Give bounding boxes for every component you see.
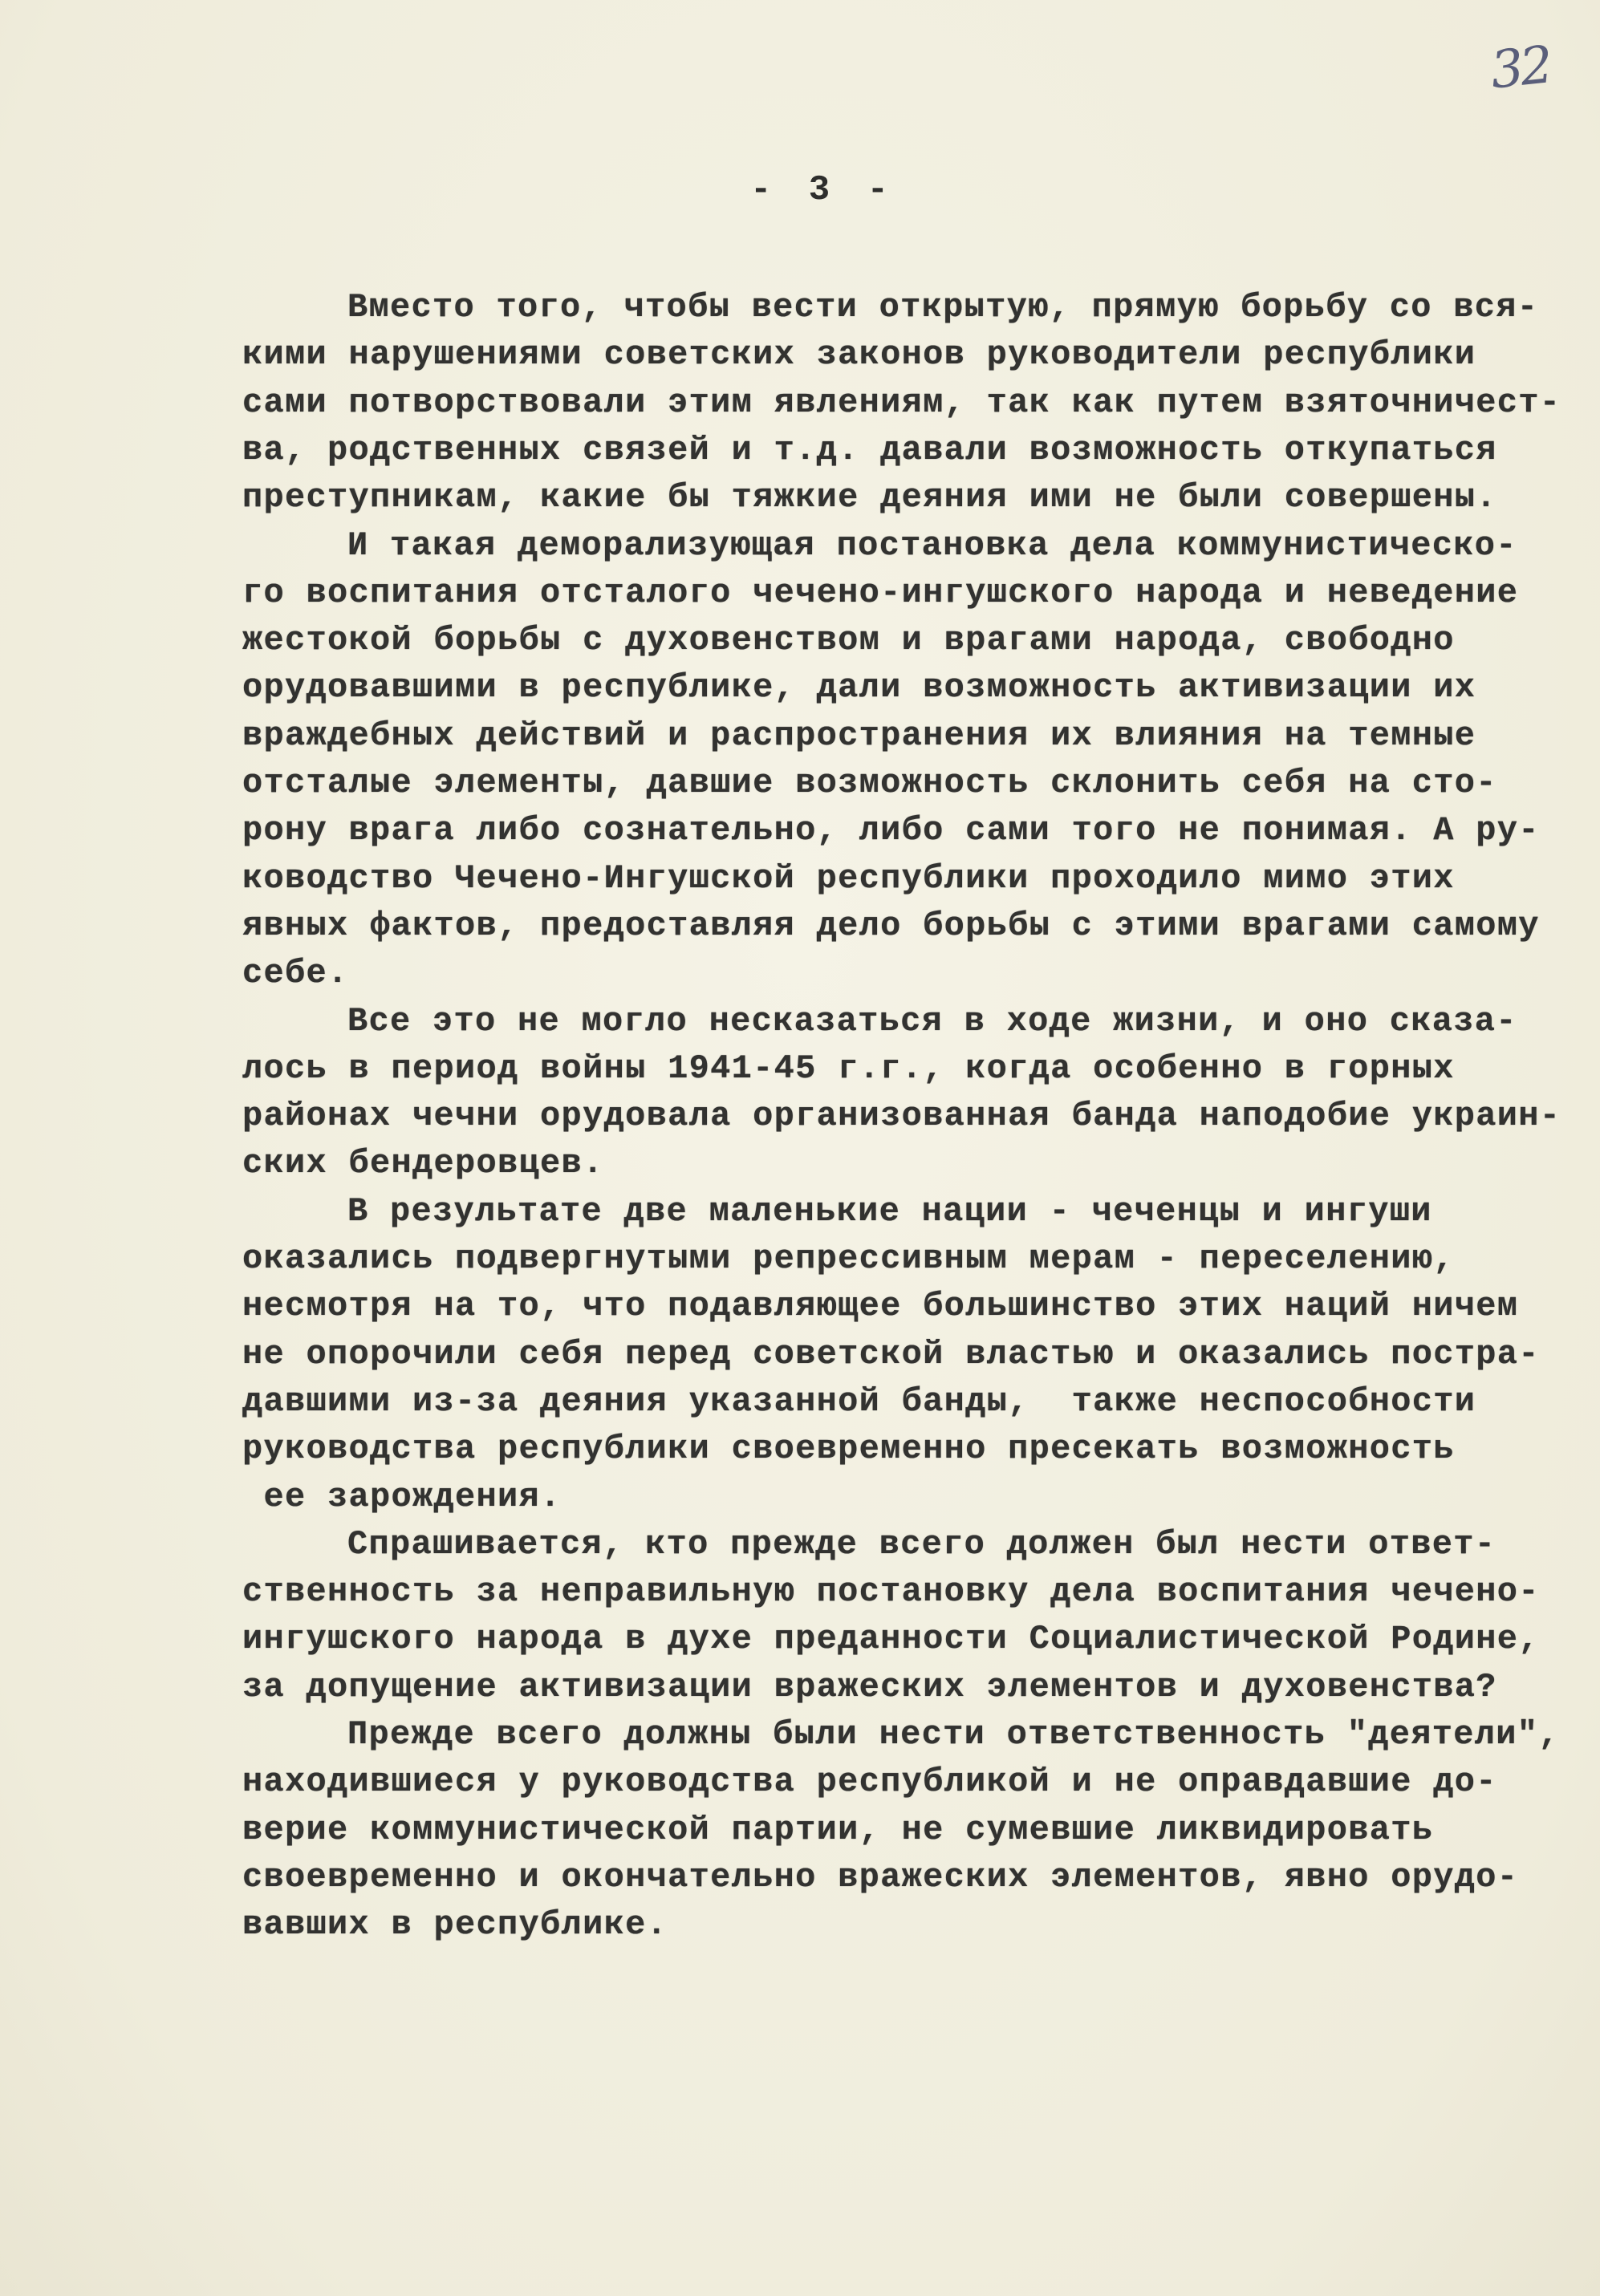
text-line: ее зарождения.: [242, 1477, 562, 1516]
text-line: жестокой борьбы с духовенством и врагами народа, свободно: [242, 621, 1455, 660]
text-line: И такая деморализующая постановка дела коммунистическо-: [347, 525, 1517, 565]
text-line: руководства республики своевременно пресекать возможность: [242, 1430, 1455, 1469]
text-line: за допущение активизации вражеских элементов и духовенства?: [242, 1667, 1497, 1706]
handwritten-folio-number: 32: [1488, 35, 1553, 101]
text-line: враждебных действий и распространения их влияния на темные: [242, 716, 1476, 755]
text-line: рону врага либо сознательно, либо сами того не понимая. А ру-: [242, 811, 1540, 850]
page-number: - 3 -: [750, 170, 897, 210]
text-line: несмотря на то, что подавляющее большинство этих наций ничем: [242, 1287, 1519, 1326]
text-line: районах чечни орудовала организованная банда наподобие украин-: [242, 1097, 1561, 1136]
text-line: явных фактов, предоставляя дело борьбы с этими врагами самому: [242, 906, 1540, 945]
text-line: Все это не могло несказаться в ходе жизни, и оно сказа-: [347, 1001, 1517, 1041]
text-line: ководство Чечено-Ингушской республики проходило мимо этих: [242, 858, 1455, 898]
text-line: Спрашивается, кто прежде всего должен был нести ответ-: [347, 1524, 1496, 1564]
text-line: лось в период войны 1941-45 г.г., когда особенно в горных: [242, 1049, 1455, 1088]
text-line: ингушского народа в духе преданности Социалистической Родине,: [242, 1620, 1540, 1659]
text-line: не опорочили себя перед советской властью и оказались постра-: [242, 1334, 1540, 1373]
text-line: верие коммунистической партии, не сумевшие ликвидировать: [242, 1810, 1434, 1849]
text-line: ва, родственных связей и т.д. давали возможность откупаться: [242, 430, 1497, 469]
text-line: отсталые элементы, давшие возможность склонить себя на сто-: [242, 764, 1497, 802]
text-line: орудовавшими в республике, дали возможность активизации их: [242, 668, 1476, 708]
text-line: находившиеся у руководства республикой и не оправдавшие до-: [242, 1763, 1497, 1802]
text-line: Прежде всего должны были нести ответственность "деятели",: [347, 1715, 1560, 1754]
text-line: кими нарушениями советских законов руководители республики: [242, 335, 1476, 375]
text-line: преступникам, какие бы тяжкие деяния ими не были совершены.: [242, 478, 1497, 517]
text-line: сами потворствовали этим явлениям, так как путем взяточничест-: [242, 383, 1561, 422]
text-line: го воспитания отсталого чечено-ингушского народа и неведение: [242, 573, 1519, 612]
text-line: В результате две маленькие нации - чеченцы и ингуши: [347, 1191, 1432, 1231]
text-line: ственность за неправильную постановку дела воспитания чечено-: [242, 1572, 1540, 1612]
text-line: оказались подвергнутыми репрессивным мерам - переселению,: [242, 1239, 1455, 1278]
text-line: давшими из-за деяния указанной банды, также неспособности: [242, 1381, 1476, 1421]
text-line: вавших в республике.: [242, 1905, 668, 1945]
text-line: себе.: [242, 954, 349, 993]
text-line: ских бендеровцев.: [242, 1144, 604, 1183]
text-line: Вместо того, чтобы вести открытую, прямую борьбу со вся-: [347, 288, 1539, 327]
text-line: своевременно и окончательно вражеских элементов, явно орудо-: [242, 1857, 1519, 1896]
